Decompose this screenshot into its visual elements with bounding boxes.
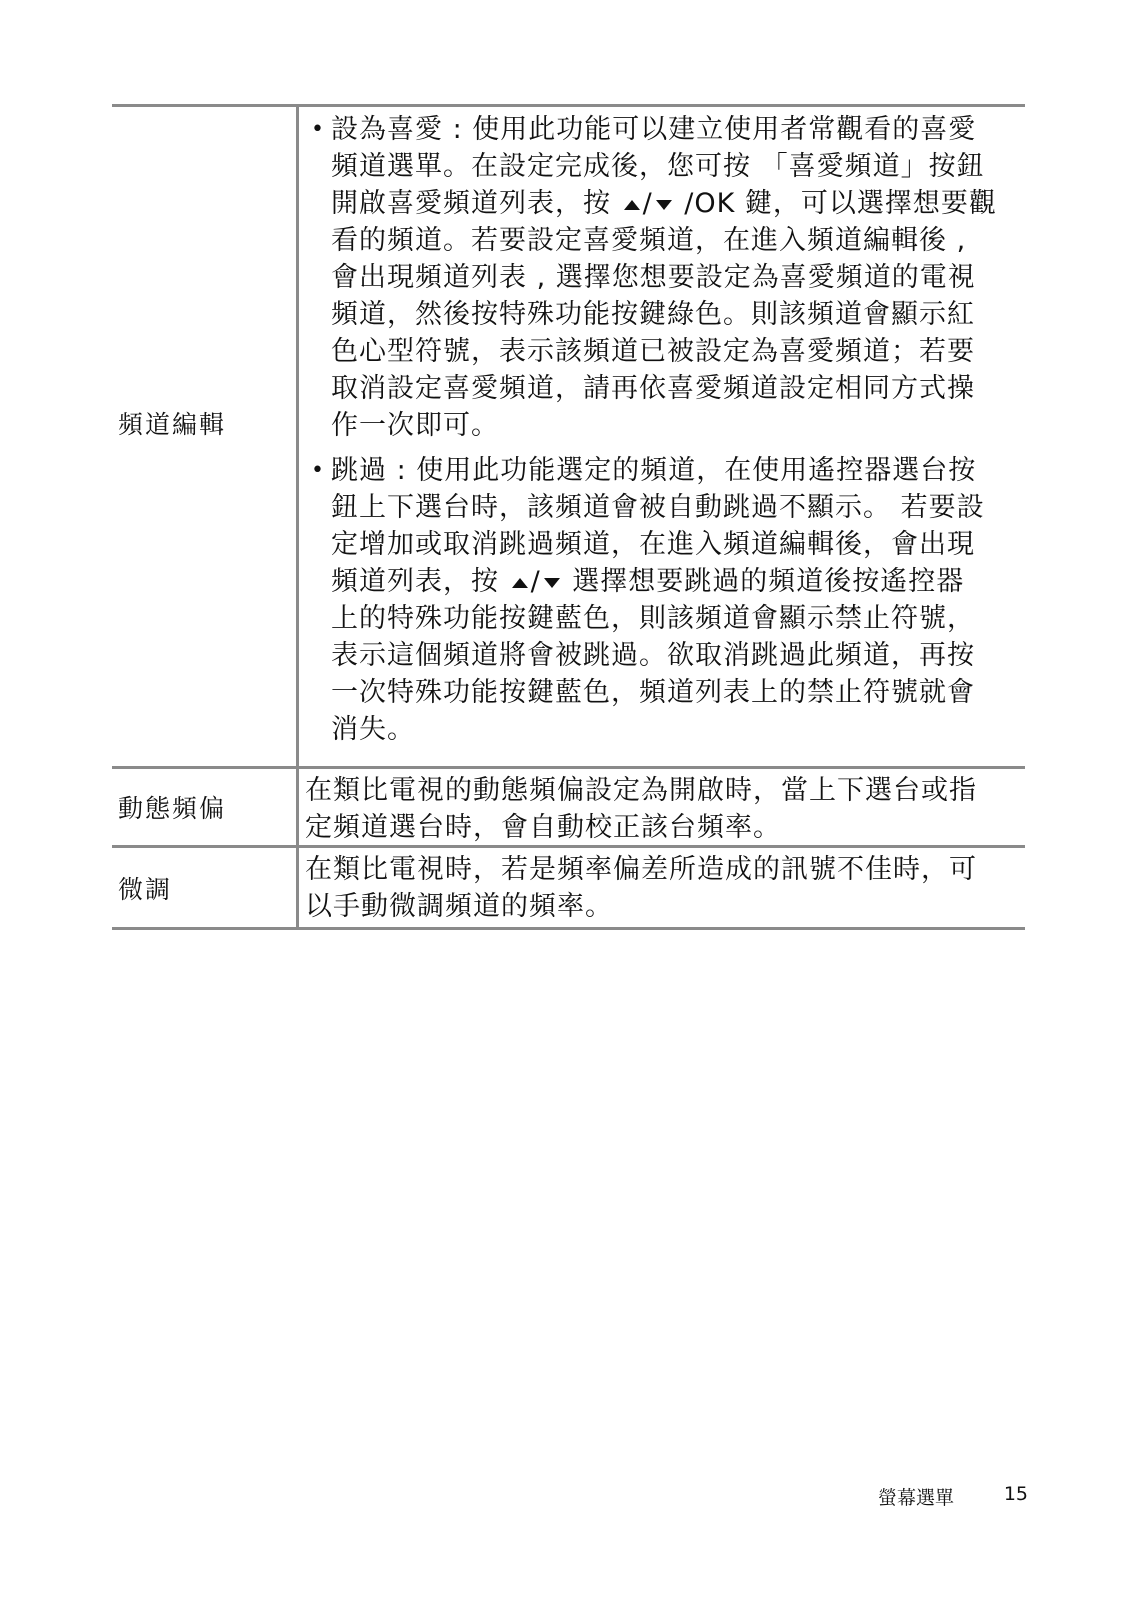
- text-line: 在類比電視時，若是頻率偏差所造成的訊號不佳時，可: [305, 854, 977, 885]
- text-line: 在類比電視的動態頻偏設定為開啟時，當上下選台或指: [305, 775, 977, 806]
- triangle-down-icon: [544, 578, 560, 588]
- text-line: 頻道選單。在設定完成後，您可按 「喜愛頻道」按鈕: [331, 151, 985, 182]
- text-line: 一次特殊功能按鍵藍色，頻道列表上的禁止符號就會: [331, 677, 975, 708]
- text-line: 看的頻道。若要設定喜愛頻道，在進入頻道編輯後 ,: [331, 225, 967, 256]
- bullet-dot-icon: •: [311, 458, 325, 483]
- triangle-down-icon: [656, 200, 672, 210]
- text-line: 取消設定喜愛頻道，請再依喜愛頻道設定相同方式操: [331, 373, 975, 404]
- text-line: 上的特殊功能按鍵藍色，則該頻道會顯示禁止符號，: [331, 603, 975, 634]
- bullet-skip: [305, 452, 1019, 748]
- page-footer: [878, 1483, 1028, 1510]
- text-line: 鈕上下選台時，該頻道會被自動跳過不顯示。 若要設: [331, 492, 985, 523]
- text-line: 設為喜愛 : 使用此功能可以建立使用者常觀看的喜愛: [331, 114, 977, 145]
- text-line: 定增加或取消跳過頻道，在進入頻道編輯後，會出現: [331, 529, 975, 560]
- page-number: 15: [1003, 1483, 1028, 1505]
- row-description: [299, 769, 1025, 845]
- text-line: 開啟喜愛頻道列表，按 / /OK 鍵，可以選擇想要觀: [331, 188, 997, 219]
- bullet-favorite: [305, 111, 1019, 444]
- text-line: 頻道列表，按 / 選擇想要跳過的頻道後按遙控器: [331, 566, 965, 597]
- table-row-channel-edit: [112, 107, 1025, 769]
- text-line: 作一次即可。: [331, 410, 499, 441]
- settings-table: [112, 104, 1025, 930]
- text-line: 跳過 : 使用此功能選定的頻道，在使用遙控器選台按: [331, 455, 977, 486]
- text-line: 表示這個頻道將會被跳過。欲取消跳過此頻道，再按: [331, 640, 975, 671]
- text-line: 以手動微調頻道的頻率。: [305, 891, 613, 922]
- text-line: 定頻道選台時，會自動校正該台頻率。: [305, 812, 781, 843]
- row-label: 動態頻偏: [112, 769, 299, 845]
- bullet-dot-icon: •: [311, 117, 325, 142]
- row-description: [299, 848, 1025, 927]
- table-row-fine-tune: [112, 848, 1025, 930]
- row-description: [299, 107, 1025, 766]
- text-line: 色心型符號，表示該頻道已被設定為喜愛頻道；若要: [331, 336, 975, 367]
- text-line: 消失。: [331, 714, 415, 745]
- text-line: 會出現頻道列表 , 選擇您想要設定為喜愛頻道的電視: [331, 262, 976, 293]
- footer-section-title: 螢幕選單: [878, 1487, 955, 1509]
- triangle-up-icon: [624, 200, 640, 210]
- row-label: 微調: [112, 848, 299, 927]
- triangle-up-icon: [512, 578, 528, 588]
- row-label: 頻道編輯: [112, 107, 299, 766]
- table-row-afc: [112, 769, 1025, 848]
- text-line: 頻道，然後按特殊功能按鍵綠色。則該頻道會顯示紅: [331, 299, 975, 330]
